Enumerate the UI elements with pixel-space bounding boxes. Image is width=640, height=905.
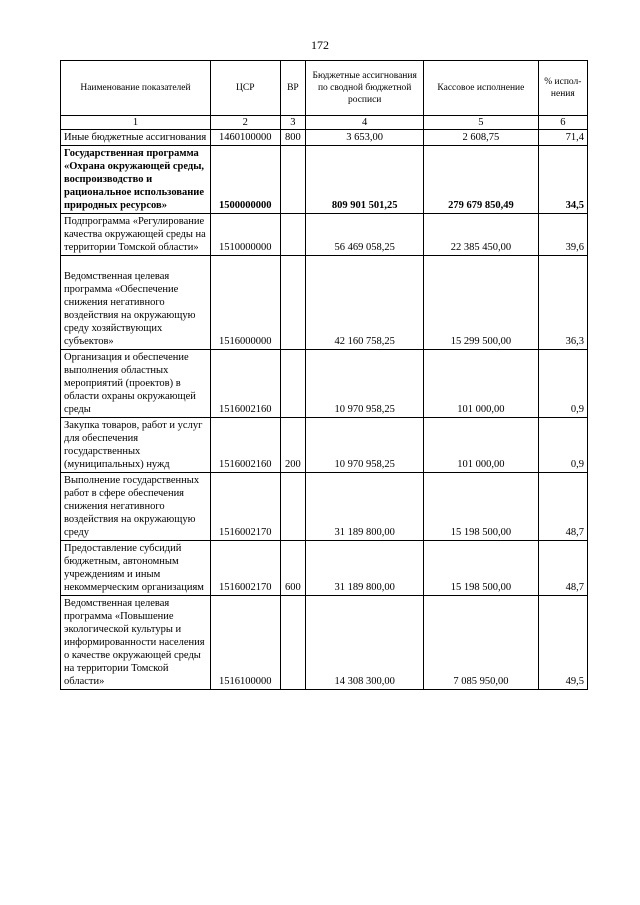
row-name: Закупка товаров, работ и услуг для обеспечения государственных (муниципальных) нужд (61, 418, 211, 473)
row-name: Ведомственная целевая программа «Повышение экологической культуры и информированности населения о качестве окружающей среды на территории Томской области» (61, 596, 211, 690)
row-csr: 1516100000 (210, 596, 280, 690)
row-vr: 800 (280, 130, 306, 146)
row-name: Организация и обеспечение выполнения областных мероприятий (проектов) в области охраны окружающей среды (61, 350, 211, 418)
column-header-vr: ВР (280, 61, 306, 116)
row-vr (280, 256, 306, 350)
row-csr: 1516002170 (210, 541, 280, 596)
row-csr: 1510000000 (210, 214, 280, 256)
row-percent: 36,3 (538, 256, 587, 350)
row-percent: 48,7 (538, 541, 587, 596)
column-number-row (61, 116, 588, 130)
table-row (61, 130, 588, 146)
row-budget: 42 160 758,25 (306, 256, 424, 350)
row-percent: 0,9 (538, 350, 587, 418)
table-row (61, 541, 588, 596)
row-percent: 34,5 (538, 146, 587, 214)
row-vr (280, 146, 306, 214)
row-budget: 10 970 958,25 (306, 350, 424, 418)
row-percent: 48,7 (538, 473, 587, 541)
column-number: 5 (424, 116, 539, 130)
row-vr: 200 (280, 418, 306, 473)
row-name: Предоставление субсидий бюджетным, автономным учреждениям и иным некоммерческим организациям (61, 541, 211, 596)
row-percent: 71,4 (538, 130, 587, 146)
table-row (61, 350, 588, 418)
row-cash: 15 299 500,00 (424, 256, 539, 350)
row-csr: 1500000000 (210, 146, 280, 214)
row-vr (280, 350, 306, 418)
column-number: 3 (280, 116, 306, 130)
row-budget: 3 653,00 (306, 130, 424, 146)
column-number: 4 (306, 116, 424, 130)
row-percent: 39,6 (538, 214, 587, 256)
row-csr: 1516000000 (210, 256, 280, 350)
row-percent: 0,9 (538, 418, 587, 473)
column-number: 1 (61, 116, 211, 130)
row-cash: 101 000,00 (424, 350, 539, 418)
row-vr: 600 (280, 541, 306, 596)
table-row (61, 256, 588, 350)
row-csr: 1516002160 (210, 350, 280, 418)
table-row (61, 214, 588, 256)
row-csr: 1516002170 (210, 473, 280, 541)
row-cash: 101 000,00 (424, 418, 539, 473)
row-name: Подпрограмма «Регулирование качества окружающей среды на территории Томской области» (61, 214, 211, 256)
row-name: Выполнение государственных работ в сфере обеспечения снижения негативного воздействия на окружающую среду (61, 473, 211, 541)
row-cash: 279 679 850,49 (424, 146, 539, 214)
row-budget: 56 469 058,25 (306, 214, 424, 256)
row-csr: 1516002160 (210, 418, 280, 473)
column-header-budget: Бюджетные ассигнования по сводной бюджетной росписи (306, 61, 424, 116)
row-cash: 15 198 500,00 (424, 541, 539, 596)
row-budget: 809 901 501,25 (306, 146, 424, 214)
table-row (61, 473, 588, 541)
row-budget: 10 970 958,25 (306, 418, 424, 473)
row-cash: 7 085 950,00 (424, 596, 539, 690)
row-budget: 14 308 300,00 (306, 596, 424, 690)
page-number: 172 (311, 38, 329, 52)
column-header-name: Наименование показателей (61, 61, 211, 116)
row-name: Иные бюджетные ассигнования (61, 130, 211, 146)
budget-table (60, 60, 588, 690)
table-header-row (61, 61, 588, 116)
table-row (61, 146, 588, 214)
row-name: Государственная программа «Охрана окружающей среды, воспроизводство и рациональное использование природных ресурсов» (61, 146, 211, 214)
row-budget: 31 189 800,00 (306, 473, 424, 541)
row-vr (280, 596, 306, 690)
table-row (61, 596, 588, 690)
row-vr (280, 214, 306, 256)
row-cash: 22 385 450,00 (424, 214, 539, 256)
row-csr: 1460100000 (210, 130, 280, 146)
row-name (61, 256, 211, 350)
row-cash: 2 608,75 (424, 130, 539, 146)
column-number: 6 (538, 116, 587, 130)
table-row (61, 418, 588, 473)
column-header-percent: % испол-нения (538, 61, 587, 116)
column-header-cash: Кассовое исполнение (424, 61, 539, 116)
row-budget: 31 189 800,00 (306, 541, 424, 596)
row-name-text: Ведомственная целевая программа «Обеспечение снижения негативного воздействия на окружающую среду хозяйствующих субъектов» (64, 271, 196, 347)
row-percent: 49,5 (538, 596, 587, 690)
column-number: 2 (210, 116, 280, 130)
column-header-csr: ЦСР (210, 61, 280, 116)
row-cash: 15 198 500,00 (424, 473, 539, 541)
row-vr (280, 473, 306, 541)
